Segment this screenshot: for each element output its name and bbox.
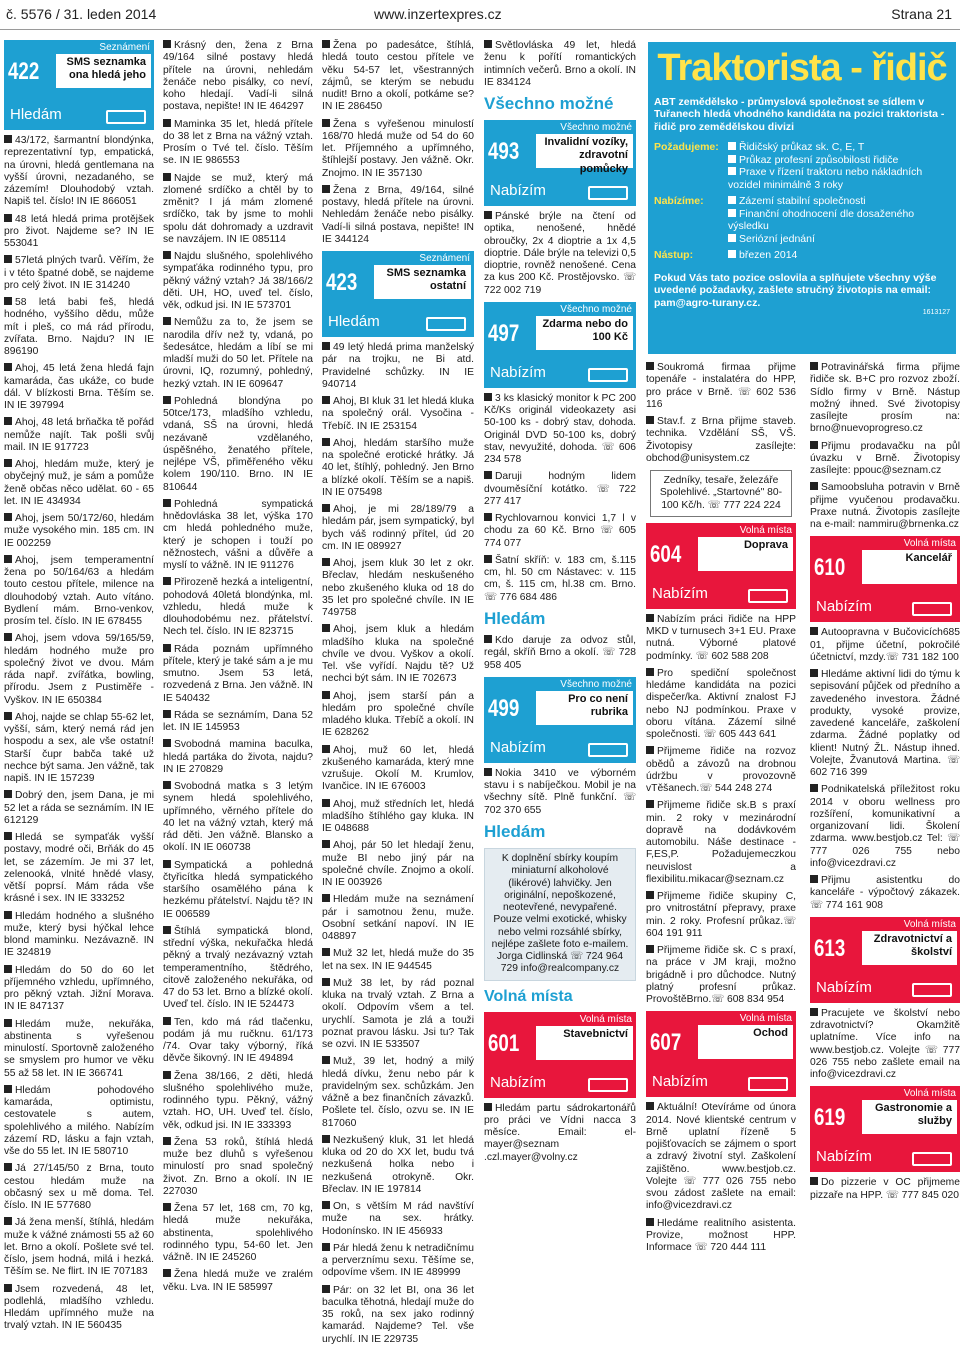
ad-list	[484, 40, 636, 89]
ad-subtitle: ABT zemědělsko - průmyslová společnost se sídlem v Tuřanech hledá vhodného kandidáta na pozici traktorista - řidič pro zemědělskou divizi	[654, 95, 945, 133]
classified-ad: Ráda poznám upřímného přítele, který je také sám a je mu smutno. Jsem 53 letá, rozvedená z Brna. Jen vážně. IN IE 540432	[163, 643, 313, 704]
ad-footer: Pokud Vás tato pozice oslovila a splňujete všechny výše uvedené požadavky, zašlete stručný životopis na email: pam@agro-turany.cz.	[654, 271, 937, 309]
column-1	[4, 40, 154, 1332]
classified-ad: Hledám muže na seznámení pár i samotnou ženu, muže. Osobní setkání napoví. IN IE 048897	[322, 894, 474, 942]
section-number: 601	[488, 1029, 520, 1057]
ad-label: Nabízíme:	[654, 195, 704, 208]
section-label: Nabízím	[816, 598, 872, 616]
classified-ad: Nemůžu za to, že jsem se narodila dřív než ty, vdaná, po šedesátce, hledám a líbí se mi mladší muži do 50 let. Přítele na úrovni, IQ, rozumný, pohledný, hezký vztah. IN IE 609647	[163, 317, 313, 390]
classified-ad: Světlovláska 49 let, hledá ženu k pořítí romantických intimních večerů. Brno a okolí. IN IE 834124	[484, 40, 636, 88]
section-block-613	[810, 917, 960, 1003]
section-tag: Volná místa	[903, 918, 956, 930]
section-number: 607	[650, 1029, 682, 1057]
ad-list	[484, 635, 636, 672]
ad-list	[810, 1177, 960, 1202]
classified-ad: Ahoj, pár 50 let hledají ženu, muže BI nebo jiný pár na společné chvíle. Znojmo a okolí. IN IE 003926	[322, 840, 474, 888]
classified-ad: Přijmeme řidiče sk. C s praxí, na práce v JM kraji, možno brigádně i pro důchodce. Nutný platný profesní průkaz. ProvoštěBrno.☏ 608 834 954	[646, 945, 796, 1005]
section-block-499	[484, 677, 636, 763]
section-tag: Všechno možné	[560, 303, 632, 315]
section-block-423	[322, 251, 474, 337]
classified-ad: Žena 38/166, 2 děti, hledá slušného spolehlivého muže, rodinného typu. Pěkný, vážný vztah. HO, UH. Uveď tel. číslo, věk, odkud jsi. IN IE 333393	[163, 1070, 313, 1131]
ad-list	[484, 211, 636, 297]
classified-ad: Ahoj, muž 60 let, hledá zkušeného kamaráda, který mne vzrušuje. Okolí M. Krumlov, Ivančice. IN IE 676003	[322, 744, 474, 793]
classified-ad: 3 ks klasický monitor k PC 200 Kč/Ks originál videokazety asi 50-100 ks - dobrý stav, dohoda. Originál DVD 50-100 ks, dobrý stav, nevyužité, dohoda. ☏ 606 234 578	[484, 392, 636, 466]
classified-ad: Muž 38 let, by rád poznal kluka na trvalý vztah. Z Brna a okolí. Odpovím všem a tel. urychlí. Samota je zlá a touži poznat pravou lásku. Jsi tu? Tak se ozvi. IN IE 533507	[322, 977, 474, 1050]
classified-ad: Pánské brýle na čtení od optika, nenošené, hnědé obroučky, 2x 4 dioptrie a 1x 4,5 dioptrie. Dále brýle na televizi 0,5 dioptrie, rovněž nenošené. Cena za kus 200 Kč. Prostějovsko. ☏ 722 002 719	[484, 211, 636, 296]
ad-list	[163, 40, 313, 1294]
section-tag: Seznámení	[419, 253, 470, 264]
classified-ad: Ahoj, hledám staršího muže na společné erotické hrátky. Já 40 let, štíhlý, pohledný. Jen Brno a blízké okolí. Těším se a napiš. IN IE 075498	[322, 437, 474, 498]
section-label: Nabízím	[816, 1148, 872, 1166]
ad-list	[484, 393, 636, 604]
classified-ad: Maminka 35 let, hledá přítele do 38 let z Brna na vážný vztah. Prosím o Tvé tel. číslo. Těším se. IN IE 986553	[163, 118, 313, 167]
section-title: Kancelář	[862, 550, 957, 584]
section-title: Stavebnictví	[536, 1026, 633, 1060]
website[interactable]: www.inzertexpres.cz	[374, 6, 502, 22]
column-2	[163, 40, 313, 1324]
ad-requirements	[654, 141, 950, 191]
ad-list	[4, 135, 154, 1333]
ad-title: Traktorista - řidič	[657, 47, 947, 89]
classified-ad: Ahoj, BI kluk 31 let hledá kluka na společný orál. Vysočina - Třebíč. IN IE 253154	[322, 396, 474, 432]
classified-ad: Pohledná sympatická hnědovláska 38 let, výška 170 cm hledá pohledného muže, který je schopen i touží po něžnostech, vášni a důvěře a myslí to vážně. IN IE 911276	[163, 498, 313, 571]
classified-ad: Hledám hodného a slušného muže, který bysi hýčkal lehce blond maminku. Nezávazně. IN IE 324819	[4, 910, 154, 959]
section-tag: Volná místa	[739, 1013, 792, 1025]
arrow-icon	[588, 743, 628, 757]
section-label: Nabízím	[816, 978, 872, 996]
column-6	[810, 362, 960, 1324]
ad-label: Požadujeme:	[654, 141, 719, 154]
arrow-icon	[912, 1152, 952, 1166]
section-block-497	[484, 302, 636, 388]
classified-ad: Aktuální! Otevíráme od února 2014. Nové klientské centrum v Brně uplatní řízeně 5 pojišťovacích se zájmem o sport a zdravý životní styl. Zaškolení zajištěno. www.bestjob.cz. Volejte ☏ 777 026 755 nebo svou zádost zašlete na email: info@vicezdravi.cz	[646, 1102, 796, 1212]
arrow-icon	[588, 368, 628, 382]
classified-ad: Daruji hodným lidem dvouměsíční kotátko. ☏ 722 277 417	[484, 471, 636, 507]
section-title: Gastronomie a služby	[862, 1100, 957, 1134]
arrow-icon	[748, 589, 788, 603]
arrow-icon	[748, 1077, 788, 1091]
arrow-icon	[106, 110, 146, 124]
section-title: SMS seznamka ona hledá jeho	[56, 54, 151, 88]
section-label: Nabízím	[652, 584, 708, 602]
section-block-610	[810, 536, 960, 622]
ad-item: Průkaz profesní způsobilosti řidiče	[728, 154, 950, 166]
classified-ad: On, s větším M rád navštíví muže na sex. hrátky. Hodonínsko. IN IE 456933	[322, 1201, 474, 1237]
classified-ad: Ahoj, muž středních let, hledá mladšího štíhlého gay kluka. IN IE 048688	[322, 798, 474, 834]
classified-ad: Ahoj, jsem 50/172/60, hledám muže vysokého min. 185 cm. IN IE 002259	[4, 513, 154, 549]
classified-ad: Hledám do 50 do 60 let příjemného vzhledu, upřímného, pro pěkný vztah. Jižní Morava. IN IE 847137	[4, 964, 154, 1013]
arrow-icon	[588, 1078, 628, 1092]
section-label: Hledám	[10, 106, 62, 124]
column-3	[322, 40, 474, 1345]
classified-ad: Ráda se seznámím, Dana 52 let. IN IE 145953	[163, 709, 313, 733]
ad-list	[810, 627, 960, 912]
ad-item: Finanční ohodnocení dle dosaženého výsledku	[728, 208, 950, 233]
boxed-ad: Zedníky, tesaře, železáře Spolehlivé. „Startovné" 80-100 Kč/h. ☏ 777 224 224	[650, 470, 792, 517]
classified-ad: Ahoj, hledám muže, který je obyčejný muž, je sám a pomůže ženě občas něco udělat. 60 - 65 let. IN IE 434934	[4, 459, 154, 507]
section-tag: Volná místa	[903, 538, 956, 550]
ad-offer	[654, 195, 950, 245]
page-header	[0, 0, 960, 30]
section-label: Nabízím	[652, 1073, 708, 1091]
section-tag: Všechno možné	[560, 122, 632, 134]
classified-ad: Přirozeně hezká a inteligentní, pohodová 40letá blondýnka, ml. vzhledu, hledá muže k dlouhodobému nez. přátelství. Nech tel. číslo. IN IE 823715	[163, 577, 313, 638]
classified-ad: Krásný den, žena z Brna 49/164 silné postavy hledá přítele na úrovni, nehledám ženáče nebo pisálky, co neví, koho hledají. Vadí-li silná postava, nepište! IN IE 464297	[163, 40, 313, 113]
classified-ad: Ahoj, 45 letá žena hledá fajn kamaráda, čas ukáže, co bude dál. V blízkosti Brna. Těším se. IN IE 397994	[4, 363, 154, 411]
classified-ad: Hledá se sympaťák vyšší postavy, modré oči, Brňák do 45 let, se zázemím. Je mi 37 let, zelenooká, vlnité hnědé vlasy, větší poprsí. Mám ráda vše krásné i sex. IN IE 333252	[4, 832, 154, 905]
section-tag: Volná místa	[579, 1013, 632, 1025]
classified-ad: Svobodná mamina baculka, hledá partáka do života, najdu? IN IE 270829	[163, 739, 313, 775]
classified-ad: Ahoj, jsem starší pán a hledám pro společné chvíle mladého kluka. Třebíč a okolí. IN IE 628262	[322, 690, 474, 739]
ad-list	[484, 768, 636, 817]
ad-list	[646, 1102, 796, 1254]
issue-info: č. 5576 / 31. leden 2014	[6, 6, 157, 22]
section-title: Invalidní vozíky, zdravotní pomůcky	[536, 134, 633, 168]
section-title: Doprava	[698, 537, 793, 571]
classified-ad: Přijmeme řidiče sk.B s praxí min. 2 roky v mezinárodní dopravě na dodávkovém automobilu. Náše destinace - F,ES,P. Požadujemeczkou neuvislost a flexibilitu.mikacar@seznam.cz	[646, 800, 796, 885]
section-block-619	[810, 1086, 960, 1172]
column-4	[484, 40, 636, 1324]
classified-ad: Žena s vyřešenou minulostí 168/70 hledá muže od 54 do 60 let. Příjemného a upřímného, štíhlejší postavy. Jen vážně. Okr. Znojmo. IN IE 357130	[322, 118, 474, 179]
classified-ad: Ahoj, je mi 28/189/79 a hledám pár, jsem sympatický, byl bych váš rodinný přítel, úd 20 cm. IN IE 089927	[322, 504, 474, 552]
section-block-607	[646, 1011, 796, 1097]
classified-ad: 58 letá babi feš, hledá hodného, vyššího dědu, může mít i pleš, co má rád přírodu, zvířata. Brno. Najdu? IN IE 896190	[4, 297, 154, 357]
section-number: 613	[814, 934, 846, 962]
classified-ad: Já žena menší, štíhlá, hledám muže k vážné známosti 55 až 60 let. Brno a okolí. Pošlete své tel. číslo, jsem hodná, milá i hezká. Těším se. Ne flirt. IN IE 707183	[4, 1217, 154, 1278]
classified-ad: Přijmu prodavačku na půl úvazku v Brně. Životopisy zasílejte: ppouc@seznam.cz	[810, 440, 960, 476]
section-heading: Hledám	[484, 608, 546, 628]
classified-ad: Já 27/145/50 z Brna, touto cestou hledám muže na občasný sex u mě doma. Tel. číslo. IN IE 577680	[4, 1163, 154, 1211]
classified-ad: Štíhlá sympatická blond, střední výška, nekuřačka hledá pěkný a trvalý nezávazný vztah temperamentního, štědrého, citově založeného nekuřáka, od 47 do 53 let. Brno a blízké okolí. Uveď tel. číslo. IN IE 524473	[163, 925, 313, 1011]
ad-list	[646, 362, 796, 465]
classified-ad: Žena 57 let, 168 cm, 70 kg, hledá muže nekuřáka, abstinenta, spolehlivého rodinného typu, 54-60 let. Jen vážně. IN IE 245260	[163, 1203, 313, 1263]
job-advertisement	[648, 42, 956, 354]
collector-notice: K doplnění sbírky koupím miniaturní alkoholové (likérové) lahvičky. Jen originální, nepoškozené, neotevřené, nevypařené. Pouze velmi exotické, whisky nebo velmi rozsáhlé sbírky, nejlépe zašlete foto e-mailem. Jorga Cidlinská ☏ 724 964 729 info@realcompany.cz	[484, 848, 636, 981]
classified-ad: Svobodná matka s 3 letým synem hledá spolehlivého, upřímného, věrného přítele do 40 let na vážný vztah, který má rád děti. Jen vážně. Blansko a okolí. IN IE 060738	[163, 781, 313, 854]
section-number: 499	[488, 694, 520, 722]
ad-item: březen 2014	[728, 249, 797, 261]
classified-ad: Nokia 3410 ve výborném stavu i s nabíječkou. Mobil je na všechny sítě. Plně funkční. ☏ 702 370 655	[484, 767, 636, 816]
classified-ad: Ahoj, jsem kluk 30 let z okr. Břeclav, hledám neskušeného nebo zkušeného kluka od 18 do 35 let pro společné chvíle. IN IE 749758	[322, 558, 474, 618]
arrow-icon	[912, 983, 952, 997]
ad-list	[810, 362, 960, 531]
classified-ad: Ahoj, jsem kluk a hledám mladšího kluka na společné chvíle ve dvou. Vyškov a okolí. Tel. vše vyřídí. Najdu tě? Už nechci být sám. IN IE 702673	[322, 624, 474, 685]
classified-ad: Pár: on 32 let BI, ona 36 let baculka těhotná, hledají muže do 35 roků, na sex jako rodinný kamarád. Najdeme? Tel. vše urychlí. IN IE 229735	[322, 1284, 474, 1345]
classified-ad: Pohledná blondýna po 50tce/173, mladšího vzhledu, vdaná, SŠ na úrovni, hledá nezávaně vzdělaného, úspěšného, ženatého přítele, nejlépe VŠ, přiměřeného věku kolem 190/110. Brno. IN IE 810644	[163, 395, 313, 493]
classified-ad: Hledám pohodového kamaráda, optimistu, cestovatele s autem, spolehlivého a milého. Nabízím zázemí RD, lásku a fajn vztah, vše do 55 let. IN IE 580710	[4, 1084, 154, 1157]
classified-ad: Žena 53 roků, štíhlá hledá muže bez dluhů s vyřešenou minulostí pro snad společný život. Zn. Brno a okolí. IN IE 227030	[163, 1136, 313, 1197]
classified-ad: Ahoj, jsem temperamentní žena po 50/164/63 a hledám touto cestou přítele, milence na dlouhodobý vztah. Auto vítáno. Bydlení mám. Brno-venkov, prosím tel. číslo. IN IE 678455	[4, 554, 154, 627]
classified-ad: Sympatická a pohledná čtyřicítka hledá sympatického staršího osamělého pána k hezkému přátelství. Najdu tě? IN IE 006589	[163, 859, 313, 920]
classified-ad: Hledám muže, nekuřáka, abstinenta s vyřešenou minulostí. Sportovně založeného se smyslem pro humor ve věku 55 až 58 let. IN IE 366741	[4, 1018, 154, 1079]
section-title: Ochod	[698, 1025, 793, 1059]
classified-ad: Rychlovarnou konvici 1,7 l v chodu za 60 Kč. Brno ☏ 605 774 077	[484, 513, 636, 549]
classified-ad: Nabízím práci řidiče na HPP MKD v turnusech 3+1 EU. Praxe nutná. Výborné platové podmínky. ☏ 602 588 208	[646, 613, 796, 662]
classified-ad: Potravinářská firma přijme řidiče sk. B+C pro rozvoz zboží. Sídlo firmy v Brně. Nástup možný ihned. Své životopisy zasílejte prosím na: brno@nuevoprogreso.cz	[810, 362, 960, 435]
section-label: Nabízím	[490, 1073, 546, 1091]
ad-item: Řidičský průkaz sk. C, E, T	[728, 141, 950, 153]
section-label: Hledám	[328, 313, 380, 331]
section-number: 422	[8, 58, 40, 85]
section-tag: Volná místa	[903, 1088, 956, 1100]
arrow-icon	[588, 186, 628, 200]
classified-ad: Nezkušený kluk, 31 let hledá kluka od 20 do XX let, budu tvá nezkušená holka nebo i nezkušená otrokyně. Okr. Břeclav. IN IE 197814	[322, 1134, 474, 1195]
classified-ad: Přijmu asistentku do kanceláře - výpočtový zákazek. ☏ 774 161 908	[810, 875, 960, 911]
classified-ad: Stav.f. z Brna přijme staveb. technika. Vzdělání SŠ, VŠ. Životopisy zasílejte: obchod@unisystem.cz	[646, 416, 796, 464]
section-title: Zdravotnictví a školství	[862, 931, 957, 965]
ad-list	[322, 40, 474, 246]
classified-ad: Do pizzerie v OC přijmeme pizzaře na HPP. ☏ 777 845 020	[810, 1177, 960, 1201]
classified-ad: Žena z Brna, 49/164, silné postavy, hledá přítele na úrovni. Nehledám ženáče nebo pisálky. Vadí-li silná postava, nepište! IN IE 344124	[322, 184, 474, 245]
classified-ad: Přijmeme řidiče skupiny C, pro vnitrostátní přepravy, praxe min. 2 roky. Profesní průkaz.☏ 604 191 911	[646, 891, 796, 939]
classified-ad: Kdo daruje za odvoz stůl, regál, skříň Brno a okolí. ☏ 728 958 405	[484, 635, 636, 671]
section-heading: Všechno možné	[484, 94, 614, 113]
section-block-601	[484, 1012, 636, 1098]
ad-list	[484, 1103, 636, 1164]
classified-ad: Jsem rozvedená, 48 let, podlehlá, mladšího vzhledu. Hledám upřímného muže na trvalý vztah. IN IE 560435	[4, 1283, 154, 1332]
classified-ad: Pro spediční společnost hledáme kandidáta na pozici dispečer/ka. Aktivní znalost FJ nebo NJ podmínkou. Praxe v oboru vítána. Zázemí silné společnosti. ☏ 605 443 641	[646, 667, 796, 740]
classified-ad: Hledám partu sádrokartonářů pro práci ve Vídni nacca 3 měsíce. Email: el-mayer@seznam .czl.mayer@volny.cz	[484, 1102, 636, 1163]
classified-ad: Dobrý den, jsem Dana, je mi 52 let a ráda se seznámím. IN IE 612129	[4, 790, 154, 826]
section-block-493	[484, 120, 636, 206]
section-heading: Volná místa	[484, 987, 573, 1005]
classified-ad: 57letá plných tvarů. Věřím, že i v této špatné době, se najdeme pro celý život. IN IE 314240	[4, 255, 154, 291]
section-label: Nabízím	[490, 364, 546, 382]
classified-ad: Hledáme realitního asistenta. Provize, možnost HPP. Informace ☏ 720 444 111	[646, 1217, 796, 1253]
section-tag: Všechno možné	[560, 678, 632, 690]
section-label: Nabízím	[490, 182, 546, 200]
arrow-icon	[912, 602, 952, 616]
classified-ad: Autoopravna v Bučovicích685 01, přijme účetní, pokročilé účetnictví, mzdy.☏ 731 182 100	[810, 627, 960, 663]
classified-ad: Pár hledá ženu k netradičnímu a perverznímu sexu. Těšíme se, odpovíme všem. IN IE 489999	[322, 1242, 474, 1279]
section-number: 604	[650, 540, 682, 568]
classified-ad: Ahoj, najde se chlap 55-62 let, vyšší, sám, který nemá rád jen hospodu a sex, ale vše ostatní! Starší čupr babča také už nechce být sama. Jen vážně, tak napiš. IN IE 157239	[4, 711, 154, 784]
ad-item: Praxe v řízení traktoru nebo nákladních vozidel minimálně 3 roky	[728, 166, 950, 191]
ad-label: Nástup:	[654, 249, 694, 262]
classified-ad: Ahoj, 48 letá brňačka tě pořád nemůže najít. Tak pošli svůj mail. IN IE 917723	[4, 417, 154, 453]
classified-ad: 49 letý hledá prima manželský pár na trojku, ne Bi atd. Pravidelné schůzky. IN IE 940714	[322, 342, 474, 390]
classified-ad: Muž 32 let, hledá muže do 35 let na sex. IN IE 944545	[322, 948, 474, 972]
classified-ad: Hledáme aktivní lidi do týmu k sepisování půjček od předního a zavedeného investora. Žádné produkty, vysoké provize, zavedené kanceláře, zaškolení zdarma. Žádné poplatky od klient! Nutný ŽL. Nástup ihned. Volejte, Žvanutová Martina. ☏ 602 716 399	[810, 669, 960, 778]
ad-list	[810, 1008, 960, 1082]
section-title: Zdarma nebo do 100 Kč	[536, 316, 633, 350]
ad-item: Seriózní jednání	[728, 233, 950, 245]
section-number: 619	[814, 1104, 846, 1132]
classified-ad: 48 letá hledá prima protějšek pro život. Najdeme se? IN IE 553041	[4, 213, 154, 249]
classified-ad: 43/172, šarmantní blondýnka, reprezentativní typ, empatická, na úrovni, hledá gentlemana na vyšší úrovni, nezadaného, se zázemím! Dlouhodobý vztah. Napiš tel. číslo! IN IE 866051	[4, 135, 154, 208]
section-heading: Hledám	[484, 821, 546, 841]
ad-list	[322, 342, 474, 1346]
section-title: Pro co není rubrika	[536, 691, 633, 725]
section-number: 493	[488, 138, 520, 166]
ad-code: 1613127	[922, 309, 950, 317]
classified-ad: Šatní skříň: v. 183 cm, š.115 cm, hl. 50 cm Nástavec: v. 115 cm, š. 115 cm, hl.38 cm. Brno. ☏ 776 684 486	[484, 554, 636, 603]
classified-ad: Soukromá firmaa přijme topenáře - instalatéra do HPP, pro práce v Brně. ☏ 602 536 116	[646, 362, 796, 410]
classified-ad: Ten, kdo má rád tlačenku, podám já mu ručknu. 61/173 /74. Ovar taky výborný, říká děvče šikovný. IN IE 494894	[163, 1016, 313, 1065]
section-block-604	[646, 523, 796, 609]
section-label: Nabízím	[490, 739, 546, 757]
ad-list	[646, 614, 796, 1007]
classified-ad: Samoobsluha potravin v Brně přijme vyučenou prodavačku. Praxe nutná. Životopis zasílejte na e-mail: nammiru@brnenka.cz	[810, 482, 960, 530]
classified-ad: Žena hledá muže ve zralém věku. Lva. IN IE 585997	[163, 1269, 313, 1293]
section-title: SMS seznamka ostatní	[374, 265, 471, 299]
classified-ad: Ahoj, jsem vdova 59/165/59, hledám hodného muže pro společný život ve dvou. Mám ráda např. zvířátka, bowling, přírodu. Jsem z Pustiměře - Vyškov. IN IE 650384	[4, 633, 154, 706]
ad-start	[654, 249, 950, 261]
classified-ad: Najde se muž, který má zlomené srdíčko a chtěl by to změnit? I já mám zlomené srdíčko, tak by jsme to mohli spolu dát dohromady a uzdravit se navzájem. IN IE 085114	[163, 172, 313, 245]
section-number: 423	[326, 269, 358, 296]
section-tag: Seznámení	[99, 42, 150, 53]
section-tag: Volná místa	[739, 524, 792, 536]
page-number: Strana 21	[891, 6, 952, 22]
ad-item: Zázemí stabilní společnosti	[728, 195, 950, 207]
classified-ad: Najdu slušného, spolehlivého sympaťáka rodinného typu, pro pěkný vážný vztah? Já 38/166/2 děti. UH, HO, uveď tel. číslo, věk, odkud jsi. IN IE 573701	[163, 251, 313, 311]
classified-ad: Pracujete ve školství nebo zdravotnictví? Okamžitě uplatníme. Více info na www.bestjob.cz. Volejte ☏ 777 026 755 nebo zašlete email na info@vicezdravi.cz	[810, 1007, 960, 1080]
classified-ad: Žena po padesátce, štíhlá, hledá touto cestou přítele ve věku 54-57 let, všestranných zájmů, se kterým se nebudu nudit! Brno a okolí, potkáme se? IN IE 286450	[322, 40, 474, 113]
column-5	[646, 362, 796, 1324]
classified-ad: Muž, 39 let, hodný a milý hledá dívku, ženu nebo pár k pravidelným sex. schůzkám. Jen vážně a bez finančních závazků. Pošlete tel. číslo, ozvu se. IN IE 817060	[322, 1056, 474, 1129]
section-block-422	[4, 40, 154, 130]
section-number: 497	[488, 319, 520, 347]
arrow-icon	[426, 317, 466, 331]
section-number: 610	[814, 554, 846, 582]
classified-ad: Podnikatelská příležitost roku 2014 v oboru wellness pro rozšíření, komunikativní a organizovaní lidi. Školení zdarma. www.bestjob.cz Tel: ☏ 777 026 755 nebo info@vicezdravi.cz	[810, 784, 960, 869]
classified-ad: Přijmeme řidiče na rozvoz obědů a závozů na drobnou údržbu v provozovně vTěšanech.☏ 544 248 274	[646, 746, 796, 794]
